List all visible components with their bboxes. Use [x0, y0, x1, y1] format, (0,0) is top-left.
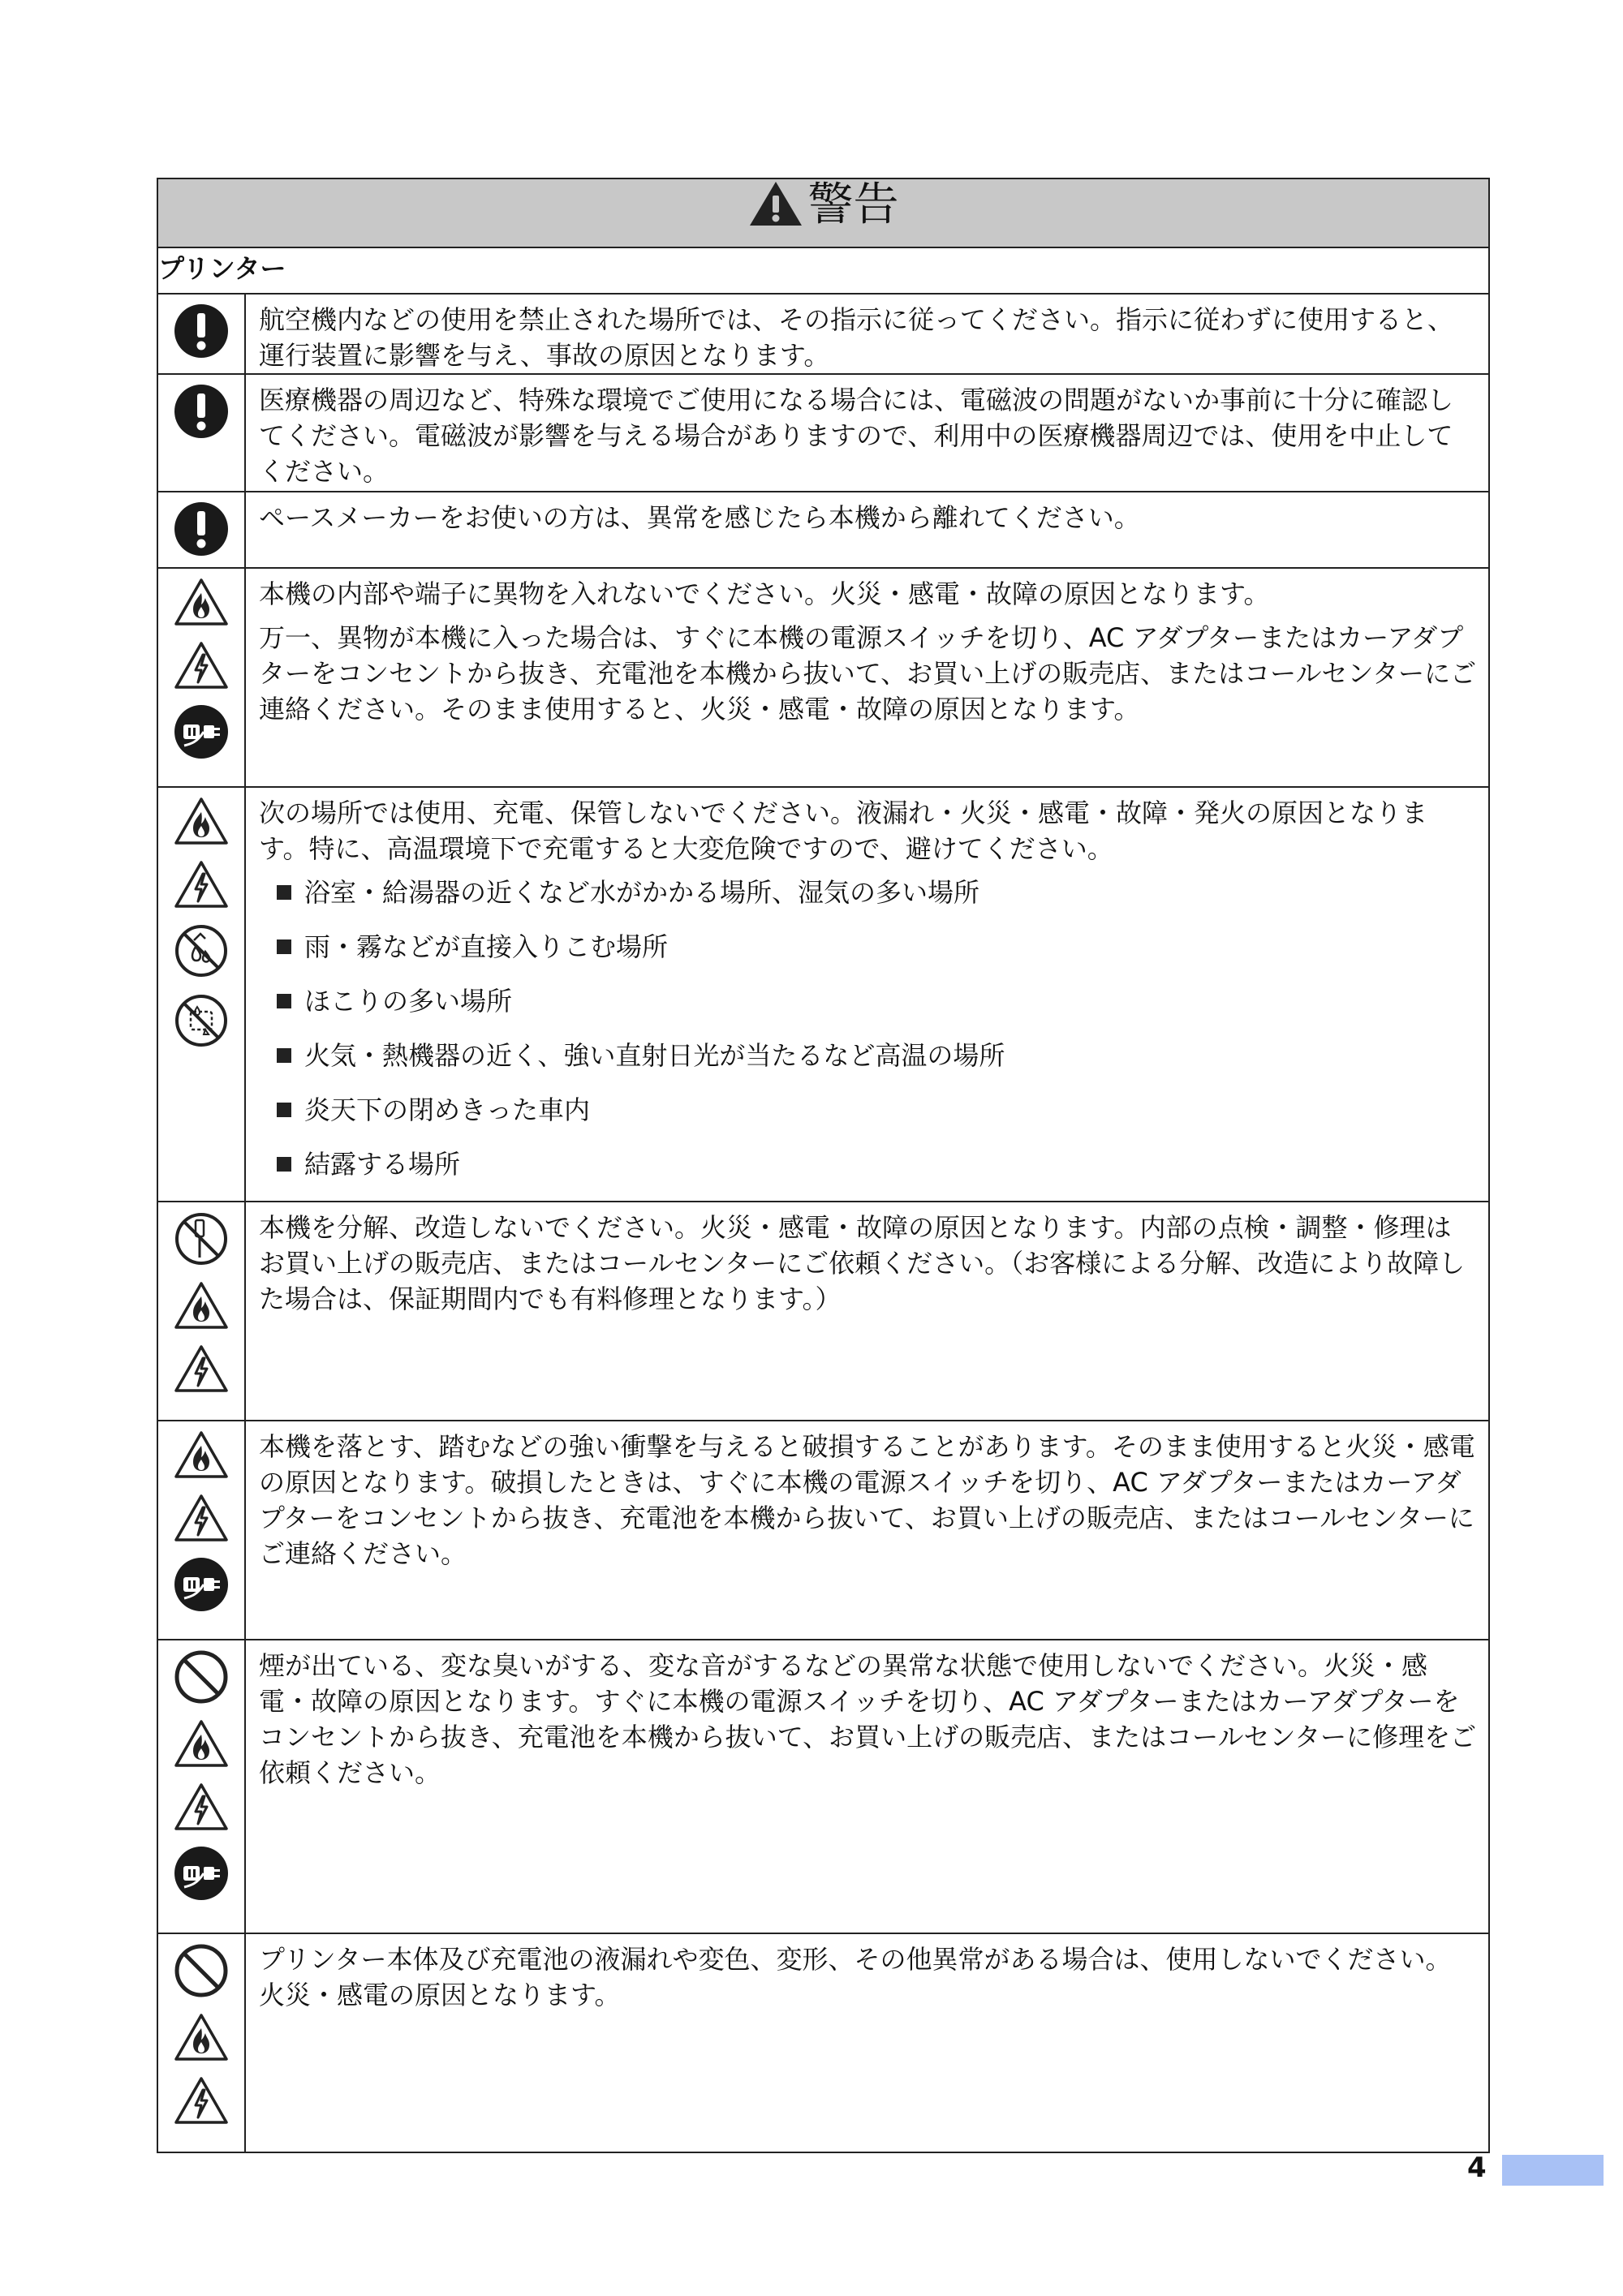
warning-row: [157, 1421, 1489, 1640]
text-cell: [245, 492, 1489, 568]
warning-text: 本機の内部や端子に異物を入れないでください。火災・感電・故障の原因となります。: [259, 578, 1270, 609]
electric-shock-warning-icon: [174, 1782, 229, 1832]
warning-text: プリンター本体及び充電池の液漏れや変色、変形、その他異常がある場合は、使用しないでください。火災・感電の原因となります。: [259, 1944, 1452, 2010]
warning-text: 航空機内などの使用を禁止された場所では、その指示に従ってください。指示に従わずに使用すると、運行装置に影響を与え、事故の原因となります。: [259, 304, 1454, 371]
prohibited-icon: [173, 1649, 230, 1705]
square-bullet-icon: [277, 1048, 291, 1063]
warning-text: 本機を分解、改造しないでください。火災・感電・故障の原因となります。内部の点検・調整・修理はお買い上げの販売店、またはコールセンターにご依頼ください。（お客様による分解、改造により故障した場合は、保証期間内でも有料修理となります。）: [259, 1212, 1466, 1314]
list-item-text: 火気・熱機器の近く、強い直射日光が当たるなど高温の場所: [304, 1040, 1005, 1071]
section-header-row: [157, 247, 1489, 294]
list-item-text: 炎天下の閉めきった車内: [304, 1094, 591, 1125]
warning-text: 医療機器の周辺など、特殊な環境でご使用になる場合には、電磁波の問題がないか事前に十分に確認してください。電磁波が影響を与える場合がありますので、利用中の医療機器周辺では、使用を中止してください。: [259, 385, 1454, 487]
text-cell: [245, 374, 1489, 492]
text-cell: [245, 1933, 1489, 2152]
warning-text: 次の場所では使用、充電、保管しないでください。液漏れ・火災・感電・故障・発火の原因となります。特に、高温環境下で充電すると大変危険ですので、避けてください。: [259, 798, 1428, 864]
square-bullet-icon: [277, 885, 291, 900]
fire-warning-icon: [174, 1718, 229, 1769]
text-cell: [245, 787, 1489, 1202]
square-bullet-icon: [277, 1103, 291, 1117]
warning-text: 万一、異物が本機に入った場合は、すぐに本機の電源スイッチを切り、AC アダプターまたはカーアダプターをコンセントから抜き、充電池を本機から抜いて、お買い上げの販売店、またはコールセンターにご連絡ください。そのまま使用すると、火災・感電・故障の原因となります。: [259, 622, 1477, 724]
list-item: [259, 875, 1477, 929]
square-bullet-icon: [277, 939, 291, 954]
list-item-text: ほこりの多い場所: [304, 986, 513, 1017]
list-item-text: 浴室・給湯器の近くなど水がかかる場所、湿気の多い場所: [304, 877, 980, 908]
fire-warning-icon: [174, 2012, 229, 2062]
list-item: [259, 1038, 1477, 1092]
text-cell: [245, 294, 1489, 374]
list-item-text: 雨・霧などが直接入りこむ場所: [304, 931, 669, 962]
warning-table: [157, 178, 1490, 2153]
warning-row: [157, 492, 1489, 568]
no-wet-hands-icon: [173, 992, 230, 1049]
warning-triangle-icon: [748, 179, 803, 231]
text-cell: [245, 1640, 1489, 1933]
text-cell: [245, 1421, 1489, 1640]
warning-text: ペースメーカーをお使いの方は、異常を感じたら本機から離れてください。: [259, 502, 1140, 533]
list-item: [259, 929, 1477, 983]
warning-header: [157, 178, 1489, 247]
location-list: [259, 875, 1477, 1201]
no-water-icon: [173, 922, 230, 979]
warning-title: 警告: [807, 178, 899, 231]
icon-cell: [157, 294, 245, 374]
warning-row: [157, 374, 1489, 492]
icon-cell: [157, 1640, 245, 1933]
warning-row: [157, 787, 1489, 1202]
warning-text: 煙が出ている、変な臭いがする、変な音がするなどの異常な状態で使用しないでください。火災・感電・故障の原因となります。すぐに本機の電源スイッチを切り、AC アダプターまたはカーアダプターをコンセントから抜き、充電池を本機から抜いて、お買い上げの販売店、またはコールセンターに修理をご依頼ください。: [259, 1650, 1477, 1788]
warning-row: [157, 1202, 1489, 1421]
icon-cell: [157, 568, 245, 787]
icon-cell: [157, 1421, 245, 1640]
icon-cell: [157, 1202, 245, 1421]
fire-warning-icon: [174, 577, 229, 627]
section-label: プリンター: [157, 247, 1489, 294]
electric-shock-warning-icon: [174, 2075, 229, 2126]
mandatory-icon: [173, 303, 230, 359]
square-bullet-icon: [277, 1157, 291, 1172]
electric-shock-warning-icon: [174, 1344, 229, 1394]
fire-warning-icon: [174, 796, 229, 846]
text-cell: [245, 1202, 1489, 1421]
unplug-icon: [173, 1556, 230, 1613]
fire-warning-icon: [174, 1280, 229, 1331]
icon-cell: [157, 374, 245, 492]
unplug-icon: [173, 1845, 230, 1902]
text-cell: [245, 568, 1489, 787]
warning-row: [157, 568, 1489, 787]
prohibited-icon: [173, 1942, 230, 1999]
mandatory-icon: [173, 383, 230, 440]
warning-row: [157, 1640, 1489, 1933]
list-item: [259, 1092, 1477, 1146]
list-item: [259, 983, 1477, 1038]
warning-text: 本機を落とす、踏むなどの強い衝撃を与えると破損することがあります。そのまま使用すると火災・感電の原因となります。破損したときは、すぐに本機の電源スイッチを切り、AC アダプターまたはカーアダプターをコンセントから抜き、充電池を本機から抜いて、お買い上げの販売店、またはコールセンターにご連絡ください。: [259, 1431, 1475, 1569]
unplug-icon: [173, 703, 230, 760]
icon-cell: [157, 787, 245, 1202]
icon-cell: [157, 492, 245, 568]
list-item-text: 結露する場所: [304, 1149, 461, 1180]
page-number: 4: [1467, 2152, 1487, 2184]
fire-warning-icon: [174, 1430, 229, 1480]
electric-shock-warning-icon: [174, 1493, 229, 1543]
electric-shock-warning-icon: [174, 640, 229, 690]
mandatory-icon: [173, 501, 230, 557]
warning-row: [157, 1933, 1489, 2152]
list-item: [259, 1146, 1477, 1201]
electric-shock-warning-icon: [174, 859, 229, 909]
icon-cell: [157, 1933, 245, 2152]
page-tab-marker: [1502, 2155, 1604, 2186]
square-bullet-icon: [277, 994, 291, 1008]
no-disassembly-icon: [173, 1210, 230, 1267]
warning-row: [157, 294, 1489, 374]
